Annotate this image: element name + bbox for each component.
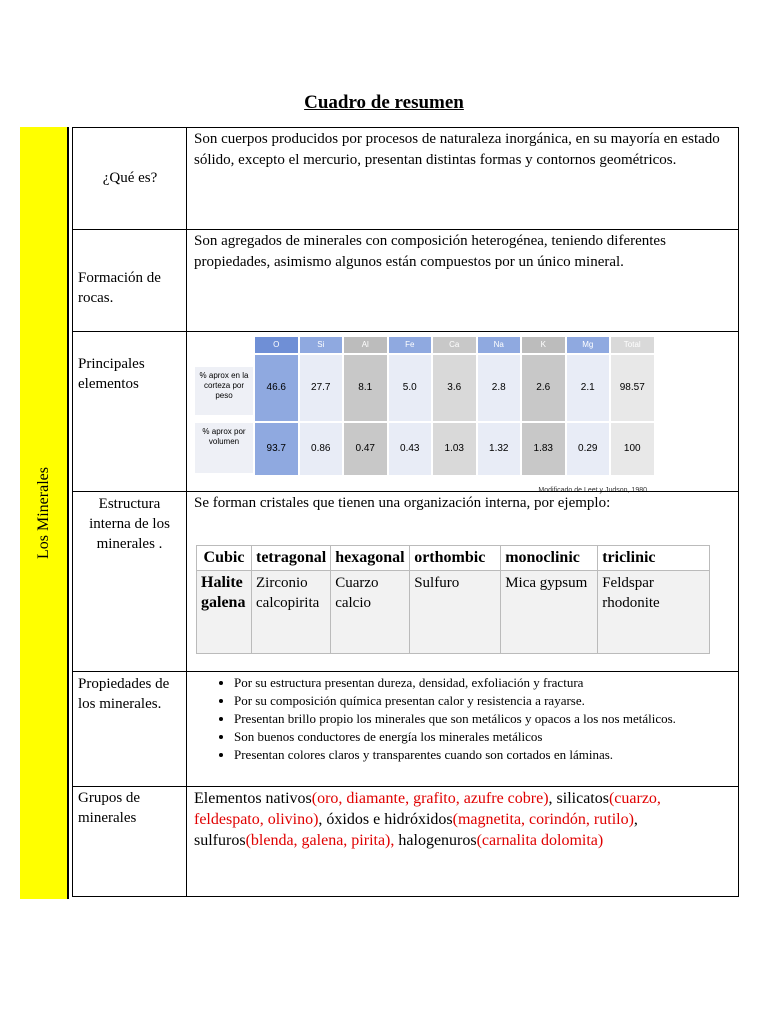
element-header-k: K — [522, 337, 565, 353]
element-header-si: Si — [300, 337, 343, 353]
estructura-text: Se forman cristales que tienen una organización interna, por ejemplo: — [194, 495, 611, 511]
volume-value-o: 93.7 — [255, 423, 298, 475]
propiedades-label: Propiedades de los minerales. — [78, 676, 170, 712]
group-sulfides-examples: (blenda, galena, pirita), — [245, 832, 395, 849]
row-label — [73, 672, 187, 787]
element-header-al: Al — [344, 337, 387, 353]
grupos-label: Grupos de minerales — [78, 790, 141, 826]
row-estructura — [73, 491, 738, 672]
list-item: • Presentan brillo propio los minerales que son metálicos y opacos a los nos metálicos. — [234, 710, 732, 728]
example-orthombic: Sulfuro — [410, 571, 501, 654]
summary-table — [72, 127, 739, 897]
row1-label: % aprox en la corteza por peso — [195, 367, 253, 415]
row-label — [73, 492, 187, 672]
page-title: Cuadro de resumen — [304, 92, 464, 113]
volume-value-mg: 0.29 — [567, 423, 610, 475]
system-tetragonal: tetragonal — [252, 546, 331, 571]
crystal-systems-header-row — [197, 546, 710, 571]
group-silicates-examples: (cuarzo, feldespato, olivino) — [194, 790, 661, 828]
row-formacion — [73, 229, 738, 332]
weight-value-al: 8.1 — [344, 355, 387, 421]
system-orthombic: orthombic — [410, 546, 501, 571]
elements-table-image — [193, 337, 651, 494]
propiedades-cell — [188, 672, 738, 787]
group-oxides-examples: (magnetita, corindón, rutilo) — [452, 811, 634, 828]
row-label — [73, 332, 187, 492]
volume-value-ca: 1.03 — [433, 423, 476, 475]
weight-value-ca: 3.6 — [433, 355, 476, 421]
row-que-es — [73, 128, 738, 229]
list-item: • Por su estructura presentan dureza, densidad, exfoliación y fractura — [234, 674, 732, 692]
system-hexagonal: hexagonal — [331, 546, 410, 571]
side-label: Los Minerales — [35, 467, 52, 559]
row-elementos — [73, 331, 738, 492]
weight-value-total: 98.57 — [611, 355, 654, 421]
element-header-mg: Mg — [567, 337, 610, 353]
list-item: • Son buenos conductores de energía los minerales metálicos — [234, 728, 732, 746]
element-header-o: O — [255, 337, 298, 353]
group-native-examples: (oro, diamante, grafito, azufre cobre) — [311, 790, 549, 807]
crystal-systems-table — [196, 545, 710, 654]
estructura-label: Estructura interna de los minerales . — [89, 496, 170, 552]
volume-value-na: 1.32 — [478, 423, 521, 475]
volume-value-fe: 0.43 — [389, 423, 432, 475]
system-cubic: Cubic — [197, 546, 252, 571]
group-oxides: , óxidos e hidróxidos — [318, 811, 453, 828]
group-sulfides: , sulfuros — [194, 811, 638, 849]
example-triclinic: Feldspar rhodonite — [598, 571, 710, 654]
example-monoclinic: Mica gypsum — [501, 571, 598, 654]
formacion-text: Son agregados de minerales con composición heterogénea, teniendo diferentes propiedades, asimismo algunos están compuestos por un único mineral. — [194, 233, 666, 270]
element-header-na: Na — [478, 337, 521, 353]
que-es-text: Son cuerpos producidos por procesos de naturaleza inorgánica, en su mayoría en estado sólido, excepto el mercurio, presentan distintas formas y contornos geométricos. — [194, 131, 720, 168]
element-header-ca: Ca — [433, 337, 476, 353]
weight-value-fe: 5.0 — [389, 355, 432, 421]
element-header-fe: Fe — [389, 337, 432, 353]
que-es-label: ¿Qué es? — [102, 170, 158, 186]
group-halides: halogenuros — [394, 832, 477, 849]
system-monoclinic: monoclinic — [501, 546, 598, 571]
system-triclinic: triclinic — [598, 546, 710, 571]
grupos-text — [188, 787, 738, 897]
row-label — [73, 128, 187, 229]
volume-value-al: 0.47 — [344, 423, 387, 475]
weight-value-k: 2.6 — [522, 355, 565, 421]
volume-value-k: 1.83 — [522, 423, 565, 475]
weight-value-o: 46.6 — [255, 355, 298, 421]
row-grupos — [73, 786, 738, 897]
example-hexagonal: Cuarzo calcio — [331, 571, 410, 654]
crystal-examples-row — [197, 571, 710, 654]
row-label — [73, 230, 187, 332]
elementos-label: Principales elementos — [78, 356, 145, 392]
group-native: Elementos nativos — [194, 790, 312, 807]
element-header-total: Total — [611, 337, 654, 353]
group-silicates: , silicatos — [548, 790, 609, 807]
formacion-label: Formación de rocas. — [78, 270, 161, 306]
weight-value-si: 27.7 — [300, 355, 343, 421]
row-label — [73, 787, 187, 897]
example-tetragonal: Zirconio calcopirita — [252, 571, 331, 654]
estructura-cell — [188, 492, 738, 672]
table-credit: Modificado de Leet y Judson, 1980 — [538, 487, 647, 494]
elementos-cell — [188, 332, 738, 492]
properties-list — [188, 674, 732, 764]
list-item: • Presentan colores claros y transparentes cuando son cortados en láminas. — [234, 746, 732, 764]
group-halides-examples: (carnalita dolomita) — [476, 832, 604, 849]
example-cubic: Halite galena — [197, 571, 252, 654]
weight-value-na: 2.8 — [478, 355, 521, 421]
volume-value-total: 100 — [611, 423, 654, 475]
weight-value-mg: 2.1 — [567, 355, 610, 421]
volume-value-si: 0.86 — [300, 423, 343, 475]
list-item: • Por su composición química presentan calor y resistencia a rayarse. — [234, 692, 732, 710]
row-propiedades — [73, 671, 738, 787]
row2-label: % aprox por volumen — [195, 423, 253, 473]
